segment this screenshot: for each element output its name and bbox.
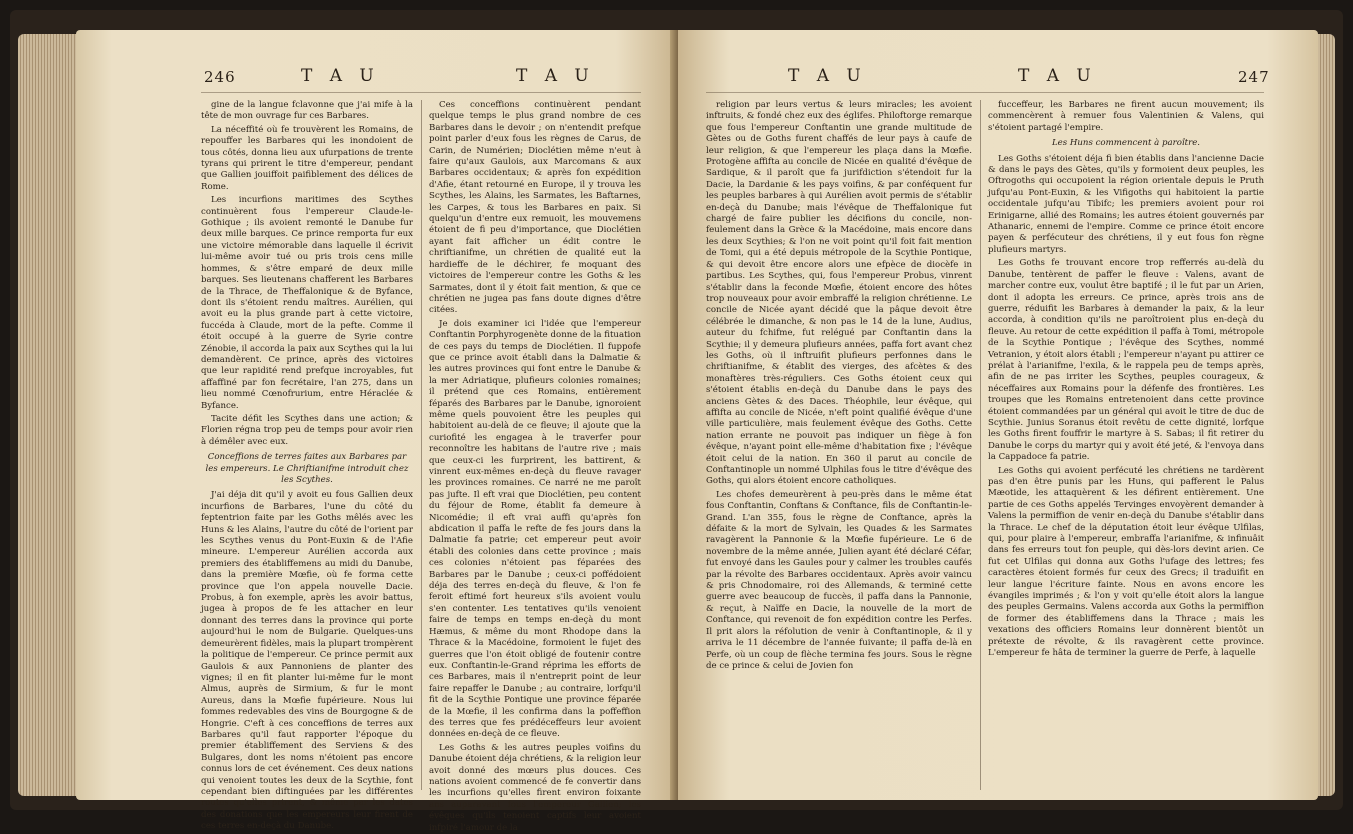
left-running-head-1: T A U [301, 66, 380, 86]
paragraph: Les incurfions maritimes des Scythes continuèrent fous l'empereur Claude-le-Gothique ; ils avoient remonté le Danube fur deux mille barques. Ce prince remporta fur eux une victoire mémorable dans laquelle il écrivit lui-même avoir tué ou pris trois cens mille hommes, & s'être emparé de deux mille barques. Ses lieutenans chafferent les Barbares de la Thrace, de Theffalonique & de Byfance, dont ils s'étoient rendu maîtres. Aurélien, qui avoit eu la plus grande part à cette victoire, fuccéda à Claude, mort de la pefte. Comme il étoit occupé à la guerre de Syrie contre Zénobie, il accorda la paix aux Scythes qui la lui demandèrent. Ce prince, après des victoires que leur rapidité rend prefque incroyables, fut affaffiné par fon fecrétaire, l'an 275, dans un lieu nommé Cœnofrurium, entre Héraclée & Byfance. [201, 195, 413, 411]
left-page-edges [18, 34, 76, 796]
book-spread [10, 10, 1343, 833]
right-column-2 [988, 100, 1264, 790]
left-column-2 [429, 100, 641, 833]
right-running-head-2: T A U [1018, 66, 1097, 86]
left-header [76, 66, 676, 90]
paragraph: Les Goths & les autres peuples voifins du Danube étoient déja chrétiens, & la religion leur avoit donné des mœurs plus douces. Ces nations avoient commencé de fe convertir dans les incurfions qu'elles firent environ foixante ans auparavant fous l'empereur Gallien; les évêques qu'ils tenoient captifs leur avoient infpiré l'amour de la [429, 742, 641, 833]
paragraph: Tacite défit les Scythes dans une action; & Florien régna trop peu de temps pour avoir rien à démêler avec eux. [201, 413, 413, 447]
right-column-divider [980, 100, 981, 790]
paragraph: J'ai déja dit qu'il y avoit eu fous Gallien deux incurfions de Barbares, l'une du côté du feptentrion faite par les Goths mêlés avec les Huns & les Alains, l'autre du côté de l'orient par les Scythes venus du Pont-Euxin & de l'Afie mineure. L'empereur Aurélien accorda aux premiers des établiffemens au midi du Danube, dans la première Mœfie, où fe forma cette province que l'on appela nouvelle Dacie. Probus, à fon exemple, après les avoir battus, jugea à propos de fe les attacher en leur donnant des terres dans la province qui porte aujourd'hui le nom de Bulgarie. Quelques-uns demeurèrent fidèles, mais la plupart trompèrent la politique de l'empereur. Ce prince permit aux Gaulois & aux Pannoniens de planter des vignes; il en fit planter lui-même fur le mont Almus, auprès de Sirmium, & fur le mont Aureus, dans la Mœfie fupérieure. Nous lui fommes redevables des vins de Bourgogne & de Hongrie. C'eft à ces conceffions de terres aux Barbares qu'il faut rapporter l'époque du premier établiffement des Serviens & des Bulgares, dont les noms n'étoient pas encore connus lors de cet événement. Ces deux nations qui venoient toutes les deux de la Scythie, font cependant bien diftinguées par les différentes routes qu'elles prirent, & même par les dates des donations que les empereurs leur firent de ces terres en-deçà du Danube. [201, 490, 413, 832]
paragraph: fucceffeur, les Barbares ne firent aucun mouvement; ils commencèrent à remuer fous Valentinien & Valens, qui s'étoient partagé l'empire. [988, 100, 1264, 133]
paragraph: Les Goths s'étoient déja fi bien établis dans l'ancienne Dacie & dans le pays des Gètes, qu'ils y formoient deux peuples, les Oftrogoths qui occupoient la région orientale depuis le Pruth jufqu'au Pont-Euxin, & les Vifigoths qui habitoient la partie occidentale jufqu'au Tibifc; les premiers avoient pour roi Erinigarne, allié des Romains; les autres étoient gouvernés par Athanaric, ennemi de l'empire. Comme ce prince étoit encore payen & perfécuteur des chrétiens, il y eut fous fon règne plufieurs martyrs. [988, 153, 1264, 255]
paragraph: Les Goths qui avoient perfécuté les chrétiens ne tardèrent pas d'en être punis par les Huns, qui pafferent le Palus Mæotide, les attaquèrent & les défirent entièrement. Une partie de ces Goths appelés Tervinges envoyèrent demander à Valens la permiffion de venir en-deçà du Danube s'établir dans la Thrace. Le chef de la députation étoit leur évêque Ulfilas, qui, pour plaire à l'empereur, embraffa l'arianifme, & infinuâit dans fes erreurs tout fon peuple, qui dès-lors devint arien. Ce fut cet Ulfilas qui donna aux Goths l'ufage des lettres; fes caractères étoient formés fur ceux des Grecs; il traduifit en leur langue l'écriture fainte. Nous en avons encore les évangiles imprimés ; & l'on y voit qu'elle étoit alors la langue des peuples Germains. Valens accorda aux Goths la permiffion de former des établiffemens dans la Thrace ; mais les vexations des officiers Romains leur donnèrent bientôt un prétexte de révolte, & ils ravagèrent cette province. L'empereur fe hâta de terminer la guerre de Perfe, à laquelle [988, 465, 1264, 659]
right-page [678, 30, 1318, 800]
paragraph: Les Goths fe trouvant encore trop refferrés au-delà du Danube, tentèrent de paffer le fleuve : Valens, avant de marcher contre eux, voulut être baptifé ; il le fut par un Arien, dont il adopta les erreurs. Ce prince, après trois ans de guerre, réduifit les Barbares à demander la paix, & la leur accorda, à condition qu'ils ne paroîtroient plus en-deçà du fleuve. Au retour de cette expédition il paffa à Tomi, métropole de la Scythie Pontique ; l'évêque des Scythes, nommé Vetranion, y étoit alors établi ; l'empereur n'ayant pu attirer ce prélat à l'arianifme, l'exila, & le rappela peu de temps après, afin de ne pas irriter les Scythes, peuples courageux, & néceffaires aux Romains pour la défenfe des frontières. Les troupes que les Romains entretenoient dans cette province étoient commandées par un général qui avoit le titre de duc de Scythie. Junius Soranus étoit revêtu de cette dignité, lorfque les Goths firent fouffrir le martyre à S. Sabas; il fit retirer du Danube le corps du martyr qui y avoit été jeté, & l'envoya dans la Cappadoce fa patrie. [988, 258, 1264, 463]
paragraph: Les Huns commencent à paroître. [1051, 138, 1201, 149]
left-header-rule [201, 92, 641, 93]
left-running-head-2: T A U [516, 66, 595, 86]
right-header [678, 66, 1318, 90]
left-column-divider [421, 100, 422, 790]
right-header-rule [706, 92, 1264, 93]
paragraph: religion par leurs vertus & leurs miracles; les avoient inftruits, & fondé chez eux des églifes. Philoftorge remarque que fous l'empereur Conftantin une grande multitude de Gètes ou de Goths furent chaffés de leur pays à caufe de leur religion, & que l'empereur les plaça dans la Mœfie. Protogène affifta au concile de Nicée en qualité d'évêque de Sardique, & il paroît que fa jurifdiction s'étendoit fur la Dacie, la Dardanie & les pays voifins, & par conféquent fur les peuples barbares à qui Aurélien avoit permis de s'établir en-deçà du Danube; mais l'évêque de Theffalonique fut chargé de faire publier les décifions du concile, non-feulement dans la Grèce & la Macédoine, mais encore dans les deux Scythies; & l'on ne voit point qu'il foit fait mention de Tomi, qui a été depuis métropole de la Scythie Pontique, & qui devoit être encore alors une efpèce de diocèfe in partibus. Les Scythes, qui, fous l'empereur Probus, vinrent s'établir dans la feconde Mœfie, étoient encore des hôtes trop nouveaux pour avoir embraffé la religion chrétienne. Le concile de Nicée ayant décidé que la pâque devoit être célébrée le dimanche, & non pas le 14 de la lune, Audius, auteur du fchifme, fut relégué par Conftantin dans la Scythie; il y demeura plufieurs années, paffa fort avant chez les Goths, où il inftruifit plufieurs perfonnes dans le chriftianifme, & établit des vierges, des afcètes & des monaftères très-réguliers. Ces Goths étoient ceux qui s'étoient établis en-deçà du Danube dans le pays des anciens Gètes & des Daces. Théophile, leur évêque, qui affifta au concile de Nicée, n'eft point qualifié évêque d'une ville particulière, mais feulement évêque des Goths. Cette nation errante ne pouvoit pas indiquer un fiège à fon évêque, n'ayant point elle-même d'habitation fixe ; l'évêque étoit celui de la nation. En 360 il parut au concile de Conftantinople un nommé Ulphilas fous le titre d'évêque des Goths, qui alors étoient encore catholiques. [706, 100, 972, 487]
left-page [76, 30, 676, 833]
paragraph: Conceffions de terres faites aux Barbares par les empereurs. Le Chriftianifme introduit chez les Scythes. [205, 452, 409, 485]
paragraph: Ces conceffions continuèrent pendant quelque temps le plus grand nombre de ces Barbares dans le devoir ; on n'entendit prefque point parler d'eux fous les règnes de Carus, de Carin, de Numérien; Dioclétien même n'eut à faire qu'aux Gaulois, aux Marcomans & aux Barbares occidentaux; & après fon expédition d'Afie, étant retourné en Europe, il y trouva les Scythes, les Alains, les Sarmates, les Baftarnes, les Carpes, & tous les Barbares en paix. Si quelqu'un d'entre eux remuoit, les mouvemens étoient de fi peu d'importance, que Dioclétien ayant fait afficher un édit contre le chriftianifme, un chrétien de qualité eut la hardieffe de le déchirer, fe moquant des victoires de l'empereur contre les Goths & les Sarmates, dont il y étoit fait mention, & que ce chrétien ne jugea pas fans doute dignes d'être citées. [429, 100, 641, 316]
right-column-1 [706, 100, 972, 790]
paragraph: gine de la langue fclavonne que j'ai mife à la tête de mon ouvrage fur ces Barbares. [201, 100, 413, 122]
paragraph: Je dois examiner ici l'idée que l'empereur Conftantin Porphyrogenète donne de la fituation de ces pays du temps de Dioclétien. Il fuppofe que ce prince avoit établi dans la Dalmatie & les autres provinces qui font entre le Danube & la mer Adriatique, plufieurs colonies romaines; il prétend que ces Romains, entièrement féparés des Barbares par le Danube, ignoroient même quels pouvoient être les peuples qui habitoient au-delà de ce fleuve; il ajoute que la curiofité les engagea à le traverfer pour reconnoître les habitans de l'autre rive ; mais que ceux-ci les furprirent, les battirent, & vinrent eux-mêmes en-deçà du fleuve ravager les provinces romaines. Ce narré ne me paroît pas jufte. Il eft vrai que Dioclétien, peu content du féjour de Rome, établit fa demeure à Nicomédie; il eft vrai auffi qu'après fon abdication il paffa le refte de fes jours dans la Dalmatie fa patrie; cet empereur peut avoir établi des colonies dans cette province ; mais ces colonies n'étoient pas féparées des Barbares par le Danube ; ceux-ci poffédoient déja des terres en-deçà du fleuve, & l'on fe feroit eftimé fort heureux s'ils avoient voulu s'en contenter. Les tentatives qu'ils venoient faire de temps en temps en-deçà du mont Hæmus, & même du mont Rhodope dans la Thrace & la Macédoine, formoient le fujet des guerres que l'on étoit obligé de foutenir contre eux. Conftantin-le-Grand réprima les efforts de ces Barbares, mais il n'entreprit point de leur faire repaffer le Danube ; au contraire, lorfqu'il fit de la Scythie Pontique une province féparée de la Mœfie, il les confirma dans la poffeffion des terres que fes prédéceffeurs leur avoient données en-deçà de ce fleuve. [429, 318, 641, 740]
right-page-number: 247 [1238, 68, 1270, 86]
paragraph: La néceffité où fe trouvèrent les Romains, de repouffer les Barbares qui les inondoient de tous côtés, donna lieu aux ufurpations de trente tyrans qui prirent le titre d'empereur, pendant que Gallien jouiffoit paifiblement des délices de Rome. [201, 124, 413, 192]
left-column-1 [201, 100, 413, 832]
right-running-head-1: T A U [788, 66, 867, 86]
left-page-number: 246 [204, 68, 236, 86]
paragraph: Les chofes demeurèrent à peu-près dans le même état fous Conftantin, Conftans & Conftance, fils de Conftantin-le-Grand. L'an 355, fous le règne de Conftance, après la défaite & la mort de Sylvain, les Quades & les Sarmates ravagèrent la Pannonie & la Mœfie fupérieure. Le 6 de novembre de la même année, Julien ayant été déclaré Céfar, fut envoyé dans les Gaules pour y calmer les troubles caufés par la révolte des Barbares occidentaux. Après avoir vaincu & pris Chnodomaire, roi des Allemands, & terminé cette guerre avec beaucoup de fuccès, il paffa dans la Pannonie, & reçut, à Naïffe en Dacie, la nouvelle de la mort de Conftance, qui revenoit de fon expédition contre les Perfes. Il prit alors la réfolution de venir à Conftantinople, & il y arriva le 11 décembre de l'année fuivante; il paffa de-là en Perfe, où un coup de flèche termina fes jours. Sous le règne de ce prince & celui de Jovien fon [706, 489, 972, 671]
